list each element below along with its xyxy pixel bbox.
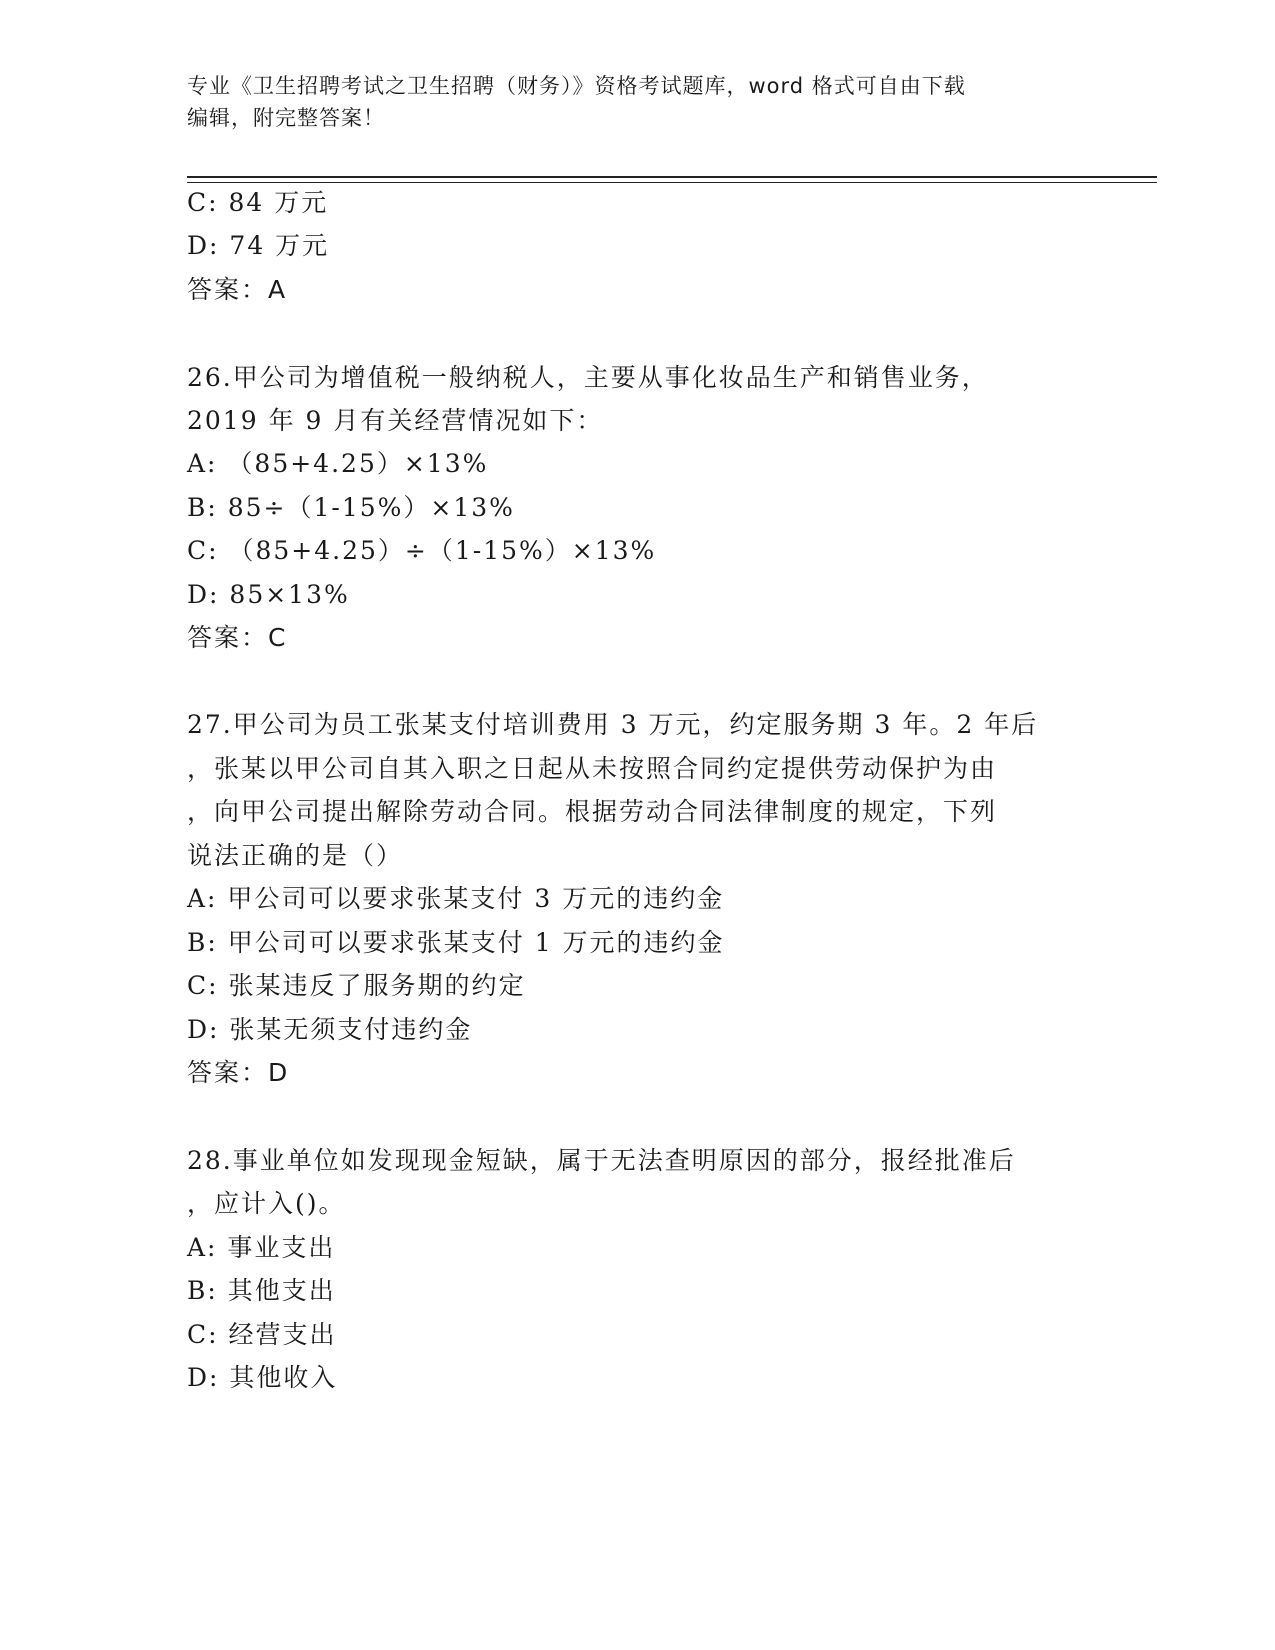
q27-option-a: A: 甲公司可以要求张某支付 3 万元的违约金 — [187, 884, 725, 913]
prev-option-c: C: 84 万元 — [187, 188, 329, 217]
q28-stem-line-1: 28.事业单位如发现现金短缺，属于无法查明原因的部分，报经批准后 — [187, 1146, 1016, 1175]
document-header — [187, 70, 1087, 134]
q26-option-c: C: （85+4.25）÷（1-15%）×13% — [187, 536, 657, 565]
q28-option-c: C: 经营支出 — [187, 1320, 337, 1349]
q27-stem-line-2: ，张某以甲公司自其入职之日起从未按照合同约定提供劳动保护为由 — [187, 754, 998, 783]
q27-stem-line-4: 说法正确的是（） — [187, 841, 404, 870]
q27-stem-line-1: 27.甲公司为员工张某支付培训费用 3 万元，约定服务期 3 年。2 年后 — [187, 710, 1039, 739]
q28-option-a: A: 事业支出 — [187, 1233, 336, 1262]
header-line-1: 专业《卫生招聘考试之卫生招聘（财务）》资格考试题库，word 格式可自由下载 — [187, 74, 966, 98]
q26-option-b: B: 85÷（1-15%）×13% — [187, 493, 515, 522]
q26-stem-line-2: 2019 年 9 月有关经营情况如下： — [187, 406, 604, 435]
q27-option-d: D: 张某无须支付违约金 — [187, 1015, 473, 1044]
header-rule-thick — [187, 176, 1157, 178]
q26-stem-line-1: 26.甲公司为增值税一般纳税人，主要从事化妆品生产和销售业务， — [187, 363, 989, 392]
q27-answer: 答案：D — [187, 1058, 290, 1087]
header-line-2: 编辑，附完整答案！ — [187, 106, 385, 130]
q27-option-c: C: 张某违反了服务期的约定 — [187, 971, 526, 1000]
q28-option-d: D: 其他收入 — [187, 1363, 338, 1392]
q26-option-a: A: （85+4.25）×13% — [187, 449, 489, 478]
header-rule-thin — [187, 182, 1157, 183]
q26-option-d: D: 85×13% — [187, 580, 350, 609]
prev-option-d: D: 74 万元 — [187, 231, 330, 260]
q27-stem-line-3: ，向甲公司提出解除劳动合同。根据劳动合同法律制度的规定，下列 — [187, 797, 998, 826]
q26-answer: 答案：C — [187, 623, 288, 652]
prev-answer: 答案：A — [187, 275, 288, 304]
q28-stem-line-2: ，应计入()。 — [187, 1189, 346, 1218]
q27-option-b: B: 甲公司可以要求张某支付 1 万元的违约金 — [187, 928, 725, 957]
q28-option-b: B: 其他支出 — [187, 1276, 336, 1305]
